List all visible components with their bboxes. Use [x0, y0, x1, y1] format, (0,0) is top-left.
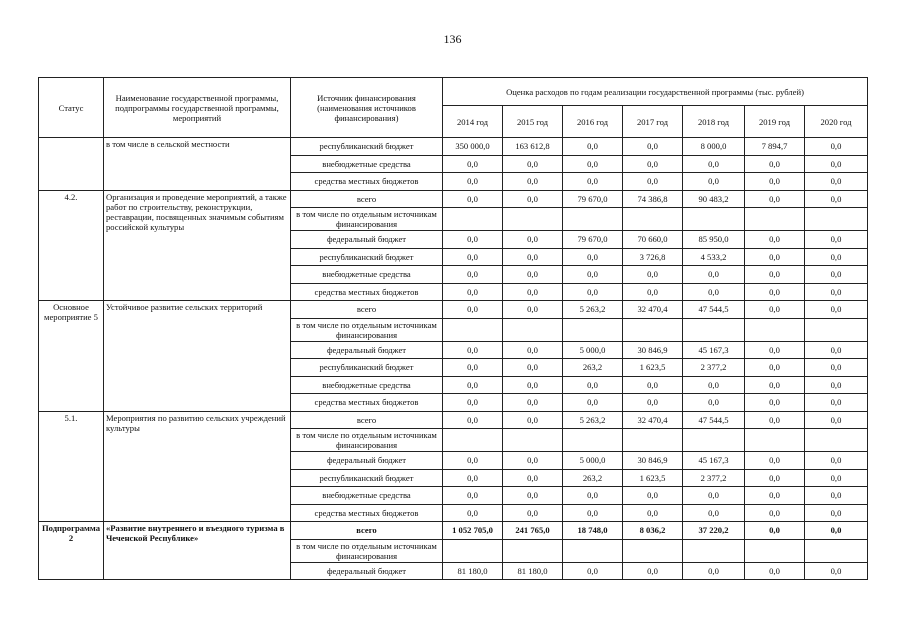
value-cell [683, 318, 745, 341]
value-cell: 47 544,5 [683, 301, 745, 319]
value-cell: 0,0 [443, 283, 503, 301]
value-cell: 0,0 [805, 452, 868, 470]
value-cell: 1 052 705,0 [443, 522, 503, 540]
source-cell: республиканский бюджет [291, 138, 443, 156]
value-cell [443, 318, 503, 341]
value-cell: 0,0 [443, 376, 503, 394]
value-cell: 0,0 [443, 394, 503, 412]
value-cell [805, 208, 868, 231]
value-cell: 0,0 [745, 562, 805, 580]
value-cell: 8 000,0 [683, 138, 745, 156]
table-row [39, 138, 868, 156]
value-cell [503, 318, 563, 341]
value-cell [503, 429, 563, 452]
value-cell: 7 894,7 [745, 138, 805, 156]
expenditure-table [38, 77, 868, 580]
value-cell: 0,0 [563, 283, 623, 301]
value-cell: 0,0 [623, 487, 683, 505]
value-cell: 0,0 [443, 487, 503, 505]
value-cell [805, 429, 868, 452]
value-cell: 5 000,0 [563, 452, 623, 470]
value-cell: 0,0 [805, 562, 868, 580]
value-cell: 0,0 [503, 376, 563, 394]
source-cell: в том числе по отдельным источникам финансирования [291, 429, 443, 452]
value-cell [503, 208, 563, 231]
value-cell: 0,0 [443, 248, 503, 266]
value-cell: 0,0 [745, 487, 805, 505]
value-cell [563, 318, 623, 341]
value-cell: 45 167,3 [683, 341, 745, 359]
value-cell: 0,0 [683, 376, 745, 394]
value-cell: 0,0 [443, 341, 503, 359]
value-cell: 4 533,2 [683, 248, 745, 266]
source-cell: внебюджетные средства [291, 155, 443, 173]
status-cell: Основное мероприятие 5 [39, 301, 104, 412]
value-cell [623, 318, 683, 341]
table-body [39, 138, 868, 580]
value-cell: 0,0 [745, 190, 805, 208]
value-cell: 0,0 [503, 469, 563, 487]
value-cell: 47 544,5 [683, 411, 745, 429]
value-cell: 0,0 [503, 504, 563, 522]
value-cell: 1 623,5 [623, 359, 683, 377]
source-cell: федеральный бюджет [291, 341, 443, 359]
value-cell [683, 208, 745, 231]
value-cell: 241 765,0 [503, 522, 563, 540]
value-cell [805, 318, 868, 341]
value-cell: 0,0 [805, 359, 868, 377]
value-cell [745, 318, 805, 341]
value-cell: 8 036,2 [623, 522, 683, 540]
source-cell: федеральный бюджет [291, 562, 443, 580]
value-cell: 263,2 [563, 469, 623, 487]
value-cell: 0,0 [623, 266, 683, 284]
source-cell: всего [291, 301, 443, 319]
header-source: Источник финансирования (наименования источников финансирования) [291, 78, 443, 138]
value-cell: 0,0 [563, 138, 623, 156]
value-cell: 0,0 [503, 266, 563, 284]
table-header [39, 78, 868, 138]
header-year: 2017 год [623, 106, 683, 138]
value-cell: 0,0 [745, 504, 805, 522]
value-cell: 5 263,2 [563, 301, 623, 319]
value-cell: 0,0 [805, 341, 868, 359]
value-cell: 0,0 [443, 469, 503, 487]
value-cell: 1 623,5 [623, 469, 683, 487]
value-cell: 0,0 [563, 504, 623, 522]
source-cell: внебюджетные средства [291, 487, 443, 505]
value-cell: 0,0 [503, 301, 563, 319]
value-cell: 0,0 [805, 376, 868, 394]
value-cell: 0,0 [745, 522, 805, 540]
value-cell: 0,0 [683, 155, 745, 173]
source-cell: средства местных бюджетов [291, 504, 443, 522]
header-year: 2019 год [745, 106, 805, 138]
header-name: Наименование государственной программы, подпрограммы государственной программы, мероприятий [104, 78, 291, 138]
value-cell: 0,0 [805, 522, 868, 540]
value-cell: 0,0 [805, 469, 868, 487]
header-year: 2014 год [443, 106, 503, 138]
header-year: 2018 год [683, 106, 745, 138]
value-cell: 0,0 [503, 190, 563, 208]
value-cell: 0,0 [745, 266, 805, 284]
value-cell [805, 539, 868, 562]
value-cell: 5 000,0 [563, 341, 623, 359]
value-cell: 0,0 [443, 190, 503, 208]
value-cell [623, 429, 683, 452]
value-cell: 0,0 [745, 155, 805, 173]
source-cell: федеральный бюджет [291, 452, 443, 470]
source-cell: республиканский бюджет [291, 248, 443, 266]
value-cell [443, 539, 503, 562]
value-cell: 0,0 [805, 155, 868, 173]
value-cell [623, 208, 683, 231]
value-cell: 0,0 [443, 266, 503, 284]
value-cell: 0,0 [745, 359, 805, 377]
value-cell: 0,0 [563, 394, 623, 412]
source-cell: всего [291, 190, 443, 208]
value-cell: 2 377,2 [683, 359, 745, 377]
status-cell: 4.2. [39, 190, 104, 301]
value-cell [683, 539, 745, 562]
value-cell: 0,0 [503, 248, 563, 266]
value-cell: 0,0 [805, 266, 868, 284]
value-cell: 85 950,0 [683, 231, 745, 249]
value-cell [443, 429, 503, 452]
source-cell: республиканский бюджет [291, 359, 443, 377]
value-cell: 32 470,4 [623, 301, 683, 319]
value-cell: 45 167,3 [683, 452, 745, 470]
header-estimate: Оценка расходов по годам реализации государственной программы (тыс. рублей) [443, 78, 868, 106]
table-row [39, 190, 868, 208]
source-cell: в том числе по отдельным источникам финансирования [291, 208, 443, 231]
value-cell: 0,0 [805, 301, 868, 319]
header-year: 2020 год [805, 106, 868, 138]
value-cell: 0,0 [563, 248, 623, 266]
value-cell: 0,0 [805, 190, 868, 208]
value-cell: 32 470,4 [623, 411, 683, 429]
value-cell: 0,0 [563, 487, 623, 505]
value-cell: 0,0 [503, 283, 563, 301]
value-cell: 0,0 [503, 231, 563, 249]
value-cell: 0,0 [623, 504, 683, 522]
value-cell: 70 660,0 [623, 231, 683, 249]
value-cell [563, 429, 623, 452]
value-cell: 0,0 [623, 562, 683, 580]
value-cell: 0,0 [805, 504, 868, 522]
value-cell: 0,0 [745, 248, 805, 266]
value-cell: 0,0 [503, 155, 563, 173]
value-cell: 0,0 [563, 173, 623, 191]
value-cell: 79 670,0 [563, 190, 623, 208]
value-cell: 74 386,8 [623, 190, 683, 208]
value-cell: 0,0 [805, 231, 868, 249]
value-cell [623, 539, 683, 562]
status-cell [39, 138, 104, 191]
value-cell: 0,0 [623, 283, 683, 301]
value-cell: 5 263,2 [563, 411, 623, 429]
value-cell: 0,0 [683, 173, 745, 191]
value-cell: 0,0 [623, 138, 683, 156]
name-cell: Устойчивое развитие сельских территорий [104, 301, 291, 412]
value-cell: 0,0 [503, 173, 563, 191]
value-cell: 0,0 [503, 359, 563, 377]
value-cell: 30 846,9 [623, 452, 683, 470]
source-cell: всего [291, 522, 443, 540]
value-cell: 30 846,9 [623, 341, 683, 359]
value-cell: 0,0 [623, 155, 683, 173]
value-cell: 2 377,2 [683, 469, 745, 487]
value-cell: 0,0 [805, 394, 868, 412]
value-cell: 0,0 [683, 562, 745, 580]
value-cell: 0,0 [683, 266, 745, 284]
header-year: 2015 год [503, 106, 563, 138]
source-cell: федеральный бюджет [291, 231, 443, 249]
value-cell: 0,0 [443, 504, 503, 522]
value-cell: 263,2 [563, 359, 623, 377]
source-cell: внебюджетные средства [291, 266, 443, 284]
value-cell: 90 483,2 [683, 190, 745, 208]
name-cell: Мероприятия по развитию сельских учреждений культуры [104, 411, 291, 522]
source-cell: в том числе по отдельным источникам финансирования [291, 539, 443, 562]
value-cell: 0,0 [805, 248, 868, 266]
value-cell: 0,0 [443, 452, 503, 470]
value-cell: 0,0 [443, 301, 503, 319]
value-cell: 81 180,0 [503, 562, 563, 580]
value-cell: 0,0 [683, 504, 745, 522]
name-cell: Организация и проведение мероприятий, а также работ по строительству, реконструкции, реставрации, посвященных значимым событиям российской культуры [104, 190, 291, 301]
value-cell [683, 429, 745, 452]
value-cell [443, 208, 503, 231]
source-cell: в том числе по отдельным источникам финансирования [291, 318, 443, 341]
value-cell: 0,0 [503, 487, 563, 505]
value-cell: 0,0 [563, 562, 623, 580]
value-cell: 0,0 [745, 394, 805, 412]
source-cell: средства местных бюджетов [291, 173, 443, 191]
source-cell: республиканский бюджет [291, 469, 443, 487]
source-cell: всего [291, 411, 443, 429]
source-cell: средства местных бюджетов [291, 394, 443, 412]
value-cell: 0,0 [623, 376, 683, 394]
source-cell: внебюджетные средства [291, 376, 443, 394]
value-cell: 0,0 [683, 487, 745, 505]
value-cell: 0,0 [623, 173, 683, 191]
value-cell: 0,0 [745, 469, 805, 487]
value-cell: 0,0 [443, 173, 503, 191]
value-cell: 0,0 [503, 394, 563, 412]
header-status: Статус [39, 78, 104, 138]
value-cell: 0,0 [503, 341, 563, 359]
value-cell: 0,0 [563, 155, 623, 173]
value-cell [745, 208, 805, 231]
table-row [39, 301, 868, 319]
value-cell: 0,0 [745, 452, 805, 470]
value-cell [503, 539, 563, 562]
value-cell: 0,0 [563, 266, 623, 284]
page-number: 136 [443, 32, 462, 46]
table-row [39, 522, 868, 540]
name-cell: «Развитие внутреннего и въездного туризма в Чеченской Республике» [104, 522, 291, 580]
value-cell: 81 180,0 [443, 562, 503, 580]
header-year: 2016 год [563, 106, 623, 138]
value-cell: 0,0 [683, 394, 745, 412]
table-row [39, 411, 868, 429]
value-cell: 0,0 [443, 411, 503, 429]
value-cell: 0,0 [563, 376, 623, 394]
value-cell: 0,0 [745, 301, 805, 319]
value-cell: 0,0 [805, 138, 868, 156]
value-cell: 163 612,8 [503, 138, 563, 156]
value-cell: 0,0 [745, 173, 805, 191]
source-cell: средства местных бюджетов [291, 283, 443, 301]
value-cell: 18 748,0 [563, 522, 623, 540]
value-cell: 0,0 [623, 394, 683, 412]
value-cell: 0,0 [745, 376, 805, 394]
value-cell: 0,0 [683, 283, 745, 301]
value-cell: 0,0 [805, 283, 868, 301]
value-cell: 79 670,0 [563, 231, 623, 249]
value-cell: 0,0 [805, 487, 868, 505]
value-cell: 37 220,2 [683, 522, 745, 540]
value-cell: 0,0 [745, 231, 805, 249]
value-cell: 0,0 [443, 155, 503, 173]
value-cell [745, 429, 805, 452]
value-cell: 0,0 [805, 173, 868, 191]
status-cell: 5.1. [39, 411, 104, 522]
value-cell [563, 208, 623, 231]
value-cell: 3 726,8 [623, 248, 683, 266]
value-cell: 0,0 [443, 359, 503, 377]
value-cell: 0,0 [745, 411, 805, 429]
value-cell: 350 000,0 [443, 138, 503, 156]
value-cell: 0,0 [503, 452, 563, 470]
value-cell: 0,0 [503, 411, 563, 429]
status-cell: Подпрограмма 2 [39, 522, 104, 580]
value-cell: 0,0 [443, 231, 503, 249]
value-cell: 0,0 [805, 411, 868, 429]
value-cell: 0,0 [745, 283, 805, 301]
name-cell: в том числе в сельской местности [104, 138, 291, 191]
value-cell [745, 539, 805, 562]
value-cell [563, 539, 623, 562]
value-cell: 0,0 [745, 341, 805, 359]
